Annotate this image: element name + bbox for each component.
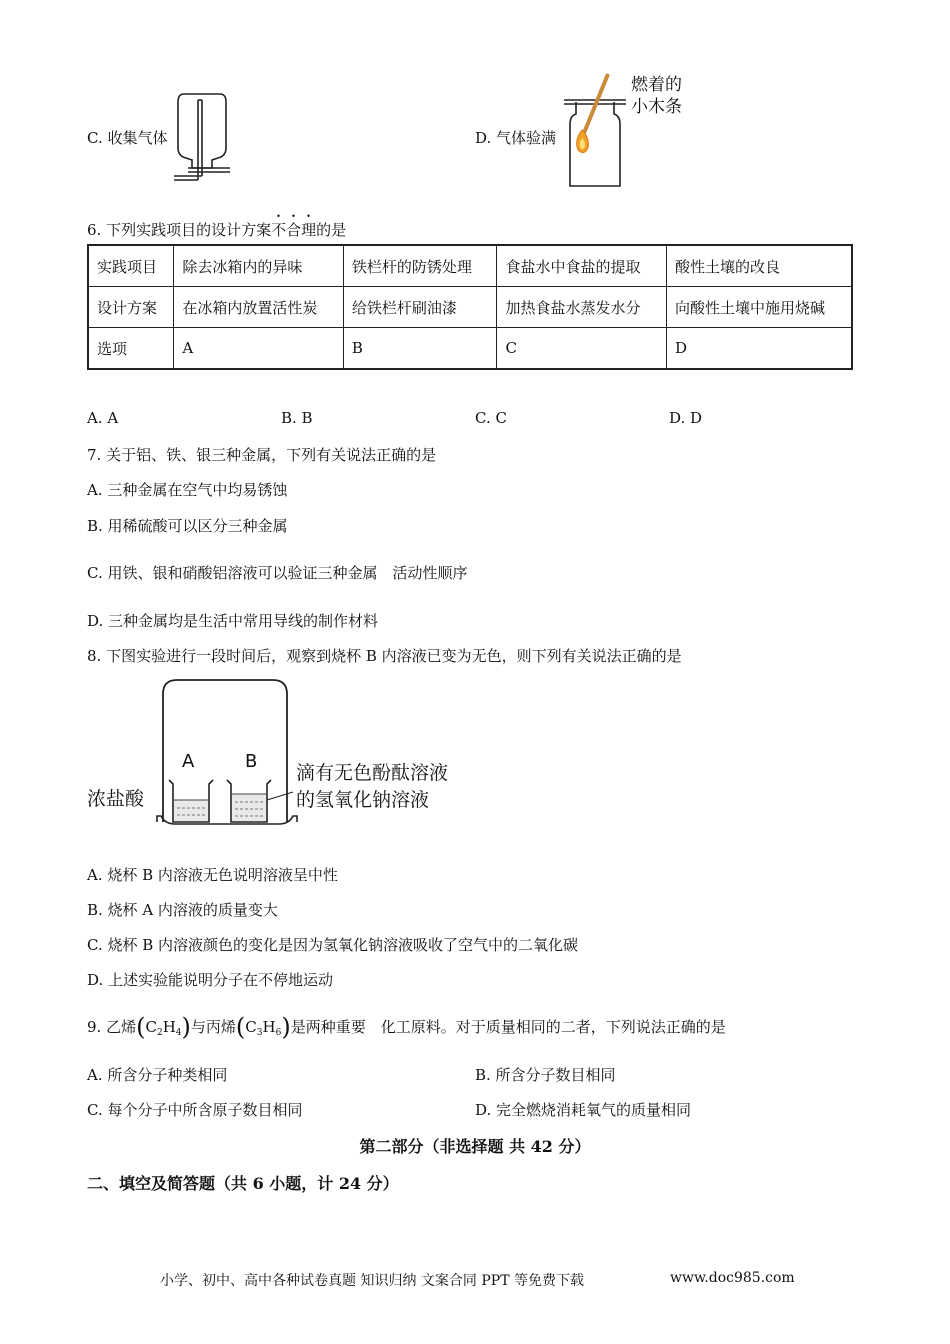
formula-element: H xyxy=(262,1018,276,1036)
q9-option-c: C. 每个分子中所含原子数目相同 xyxy=(87,1101,303,1119)
table-row xyxy=(88,287,852,328)
beaker-a-label: A xyxy=(182,751,195,772)
table-cell: B xyxy=(343,328,497,370)
q8-option-c: C. 烧杯 B 内溶液颜色的变化是因为氢氧化钠溶液吸收了空气中的二氧化碳 xyxy=(87,936,579,954)
q8-option-b: B. 烧杯 A 内溶液的质量变大 xyxy=(87,901,278,919)
formula-element: C xyxy=(245,1018,257,1036)
burning-stick-label xyxy=(631,74,682,118)
q9-stem-part2: 与丙烯 xyxy=(190,1018,236,1036)
burning-stick-label-line1: 燃着的 xyxy=(631,75,682,95)
table-cell: 在冰箱内放置活性炭 xyxy=(174,287,344,328)
q8-experiment-figure xyxy=(155,676,300,828)
table-cell: 酸性土壤的改良 xyxy=(666,245,852,287)
table-row xyxy=(88,328,852,370)
formula-subscript: 3 xyxy=(256,1028,263,1038)
footer-text: 小学、初中、高中各种试卷真题 知识归纳 文案合同 PPT 等免费下载 xyxy=(160,1273,584,1289)
q5-option-d: D. 气体验满 xyxy=(475,129,557,147)
gas-test-bottle-figure xyxy=(560,68,640,190)
formula-subscript: 4 xyxy=(175,1028,182,1038)
concentrated-hcl-label: 浓盐酸 xyxy=(87,788,145,810)
q8-option-d: D. 上述实验能说明分子在不停地运动 xyxy=(87,971,334,989)
beaker-b-label: B xyxy=(245,751,258,772)
q6-option-c: C. C xyxy=(475,409,507,427)
q7-stem: 7. 关于铝、铁、银三种金属，下列有关说法正确的是 xyxy=(87,446,437,464)
q9-stem-part3: 是两种重要 化工原料。对于质量相同的二者，下列说法正确的是 xyxy=(290,1018,726,1036)
q6-stem-emphasis: 不合理 xyxy=(271,221,317,239)
q9-stem: 9. 乙烯$(C_2H_4)$与丙烯$(C_3H_6)$是两种重要 化工原料。对于质量相同的二者，下列说法正确的是 xyxy=(87,1013,726,1041)
q8-option-a: A. 烧杯 B 内溶液无色说明溶液呈中性 xyxy=(87,866,338,884)
table-cell: A xyxy=(174,328,344,370)
q6-table xyxy=(87,244,853,370)
q8-stem: 8. 下图实验进行一段时间后，观察到烧杯 B 内溶液已变为无色，则下列有关说法正确的是 xyxy=(87,647,682,665)
formula-element: C xyxy=(145,1018,157,1036)
table-cell: C xyxy=(497,328,667,370)
table-cell: 向酸性土壤中施用烧碱 xyxy=(666,287,852,328)
table-cell: 实践项目 xyxy=(88,245,174,287)
table-cell: 给铁栏杆刷油漆 xyxy=(343,287,497,328)
q5-option-c: C. 收集气体 xyxy=(87,129,168,147)
naoh-solution-label-line1: 滴有无色酚酞溶液 xyxy=(296,762,449,784)
footer-url[interactable]: www.doc985.com xyxy=(670,1270,795,1286)
q6-option-d: D. D xyxy=(669,409,703,427)
q9-stem-part1: 9. 乙烯 xyxy=(87,1018,137,1036)
q7-option-b: B. 用稀硫酸可以区分三种金属 xyxy=(87,517,288,535)
naoh-solution-label xyxy=(296,760,448,814)
q6-option-b: B. B xyxy=(281,409,313,427)
propylene-formula xyxy=(245,1018,281,1036)
q9-option-b: B. 所含分子数目相同 xyxy=(475,1066,616,1084)
q6-stem-post: 的是 xyxy=(316,221,347,239)
table-row xyxy=(88,245,852,287)
table-cell: 设计方案 xyxy=(88,287,174,328)
table-cell: 加热食盐水蒸发水分 xyxy=(497,287,667,328)
formula-subscript: 2 xyxy=(156,1028,163,1038)
q7-option-d: D. 三种金属均是生活中常用导线的制作材料 xyxy=(87,612,379,630)
part2-title: 第二部分（非选择题 共 42 分） xyxy=(359,1137,591,1156)
table-cell: 选项 xyxy=(88,328,174,370)
q9-option-a: A. 所含分子种类相同 xyxy=(87,1066,228,1084)
q9-option-d: D. 完全燃烧消耗氧气的质量相同 xyxy=(475,1101,692,1119)
formula-subscript: 6 xyxy=(275,1028,282,1038)
table-cell: 除去冰箱内的异味 xyxy=(174,245,344,287)
section2-heading: 二、填空及简答题（共 6 小题，计 24 分） xyxy=(87,1174,399,1193)
q6-stem xyxy=(87,212,346,240)
q6-stem-pre: 6. 下列实践项目的设计方案 xyxy=(87,221,272,239)
table-cell: 铁栏杆的防锈处理 xyxy=(343,245,497,287)
table-cell: D xyxy=(666,328,852,370)
q7-option-a: A. 三种金属在空气中均易锈蚀 xyxy=(87,481,288,499)
gas-collection-bottle-figure xyxy=(170,88,240,190)
q6-option-a: A. A xyxy=(87,409,119,427)
q7-option-c: C. 用铁、银和硝酸铝溶液可以验证三种金属 活动性顺序 xyxy=(87,564,468,582)
formula-element: H xyxy=(162,1018,176,1036)
naoh-solution-label-line2: 的氢氧化钠溶液 xyxy=(296,789,430,811)
table-cell: 食盐水中食盐的提取 xyxy=(497,245,667,287)
burning-stick-label-line2: 小木条 xyxy=(631,97,682,117)
ethylene-formula xyxy=(145,1018,181,1036)
